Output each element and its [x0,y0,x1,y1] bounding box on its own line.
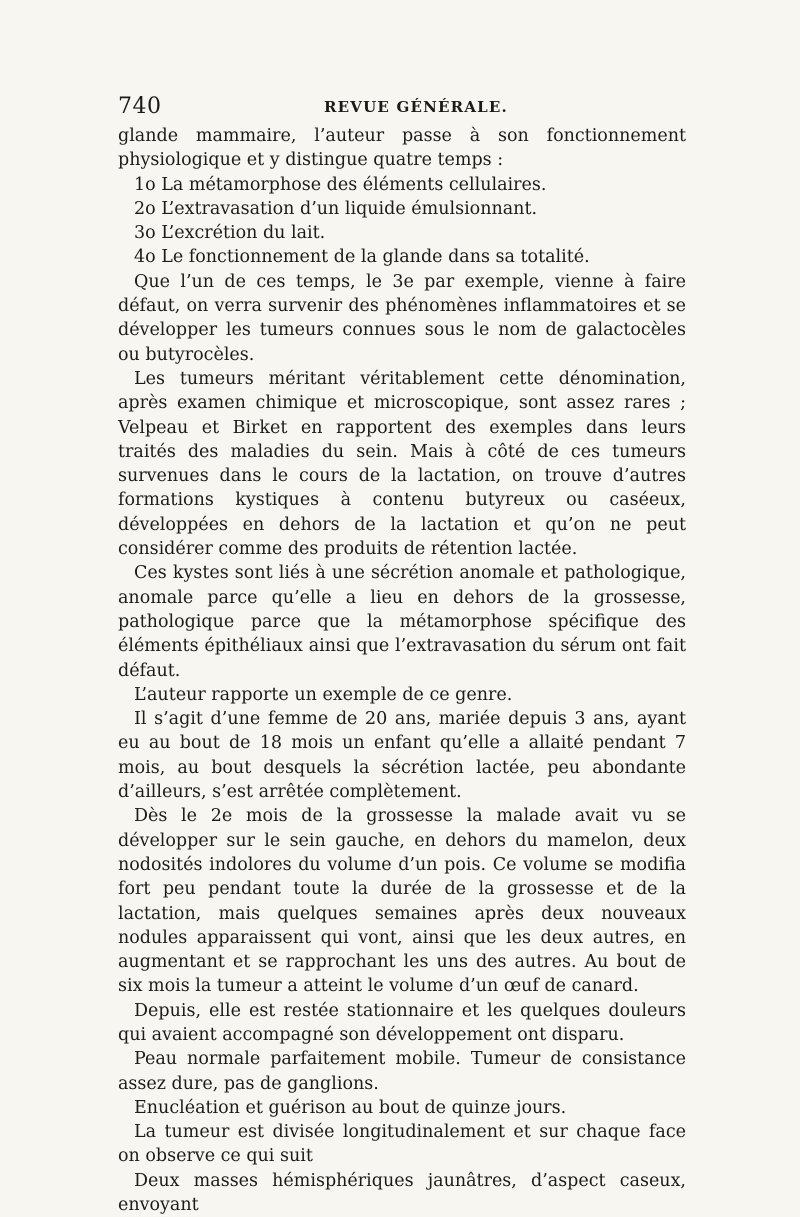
paragraph: Les tumeurs méritant véritablement cette dénomination, après examen chimique et microscopique, sont assez rares ; Velpeau et Birket en rapportent des exemples dans leurs traités des maladies du sein. Mais à côté de ces tumeurs survenues dans le cours de la lactation, on trouve d’autres formations kystiques à contenu butyreux ou caséeux, développées en dehors de la lactation et qu’on ne peut considérer comme des produits de rétention lactée. [118,368,686,560]
paragraph: Depuis, elle est restée stationnaire et les quelques douleurs qui avaient accompagné son développement ont disparu. [118,1000,686,1045]
page-header [118,94,686,124]
paragraph: Ces kystes sont liés à une sécrétion anomale et pathologique, anomale parce qu’elle a lieu en dehors de la grossesse, pathologique parce que la métamorphose spécifique des éléments épithéliaux ainsi que l’extravasation du sérum ont fait défaut. [118,563,686,681]
paragraph: Il s’agit d’une femme de 20 ans, mariée depuis 3 ans, ayant eu au bout de 18 mois un enfant qu’elle a allaité pendant 7 mois, au bout desquels la sécrétion lactée, peu abondante d’ailleurs, s’est arrêtée complètement. [118,709,686,803]
paragraph: glande mammaire, l’auteur passe à son fonctionnement physiologique et y distingue quatre temps : [118,126,686,171]
body-text [118,124,686,1217]
paragraph: Que l’un de ces temps, le 3e par exemple, vienne à faire défaut, on verra survenir des phénomènes inflammatoires et se développer les tumeurs connues sous le nom de galactocèles ou butyrocèles. [118,271,686,365]
paragraph: Enucléation et guérison au bout de quinze jours. [134,1097,567,1118]
list-item: 1o La métamorphose des éléments cellulaires. [134,174,547,195]
list-item: 2o L’extravasation d’un liquide émulsionnant. [134,198,538,219]
page-number: 740 [118,94,162,119]
paragraph: Peau normale parfaitement mobile. Tumeur de consistance assez dure, pas de ganglions. [118,1049,686,1094]
paragraph: La tumeur est divisée longitudinalement et sur chaque face on observe ce qui suit [118,1122,686,1167]
paragraph: L’auteur rapporte un exemple de ce genre. [134,684,513,705]
list-item: 4o Le fonctionnement de la glande dans sa totalité. [134,247,590,268]
paragraph: Deux masses hémisphériques jaunâtres, d’aspect caseux, envoyant [118,1170,686,1216]
list-item: 3o L’excrétion du lait. [134,223,326,244]
paragraph: Dès le 2e mois de la grossesse la malade avait vu se développer sur le sein gauche, en dehors du mamelon, deux nodosités indolores du volume d’un pois. Ce volume se modifia fort peu pendant toute la durée de la grossesse et de la lactation, mais quelques semaines après deux nouveaux nodules apparaissent qui vont, ainsi que les deux autres, en augmentant et se rapprochant les uns des autres. Au bout de six mois la tumeur a atteint le volume d’un œuf de canard. [118,806,686,997]
running-head: REVUE GÉNÉRALE. [324,98,508,116]
